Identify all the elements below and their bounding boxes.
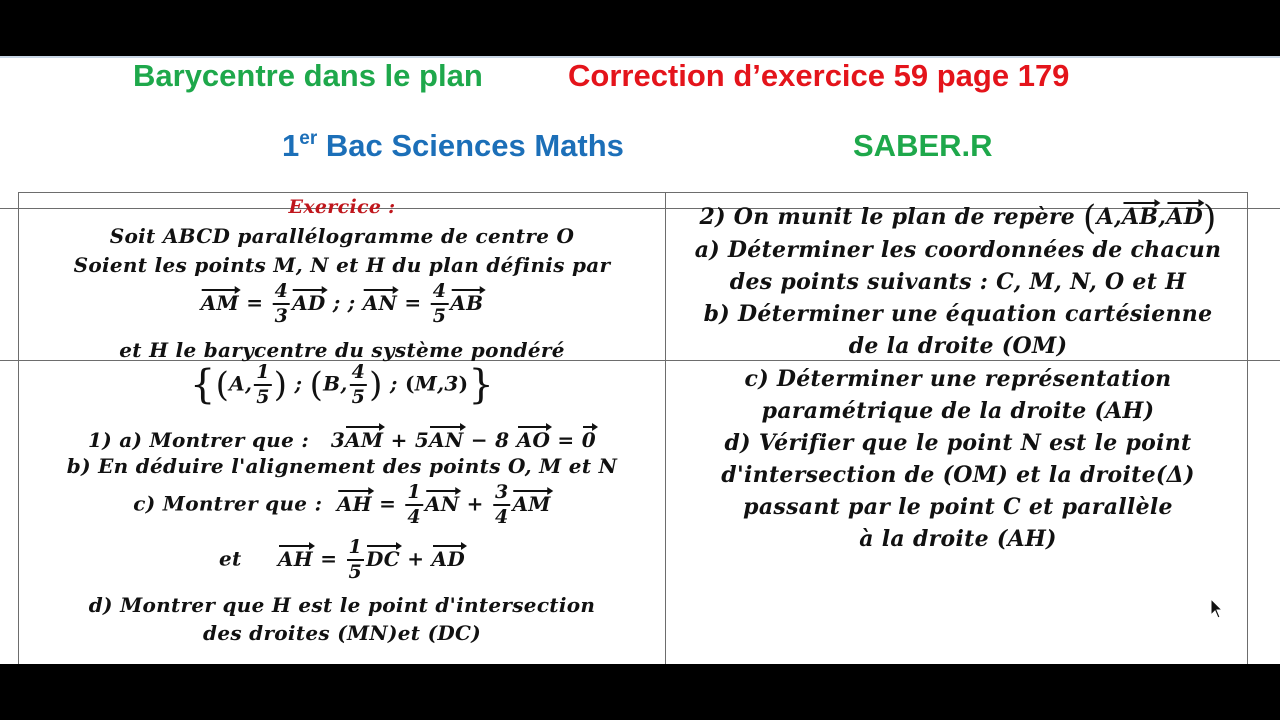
- level-sup: er: [299, 128, 318, 149]
- separator: ; ;: [325, 290, 363, 315]
- question-2d-line-2: d'intersection de (OM) et la droite(Δ): [721, 462, 1195, 488]
- vector-an: AN: [363, 287, 397, 315]
- table-border-top: [18, 192, 1248, 193]
- question-2d-line-4: à la droite (AH): [859, 526, 1057, 552]
- bottom-black-bar: [0, 664, 1280, 720]
- topic-title: Barycentre dans le plan: [133, 58, 483, 93]
- level-num: 1: [282, 128, 300, 163]
- vector-am: AM: [201, 287, 239, 315]
- question-2: 2) On munit le plan de repère (A,AB,AD): [699, 198, 1217, 238]
- fraction-4-5: $\frac{4}{5}$: [432, 280, 447, 327]
- fraction-4-3: $\frac{4}{3}$: [274, 280, 289, 327]
- exercise-line-4: et H le barycentre du système pondéré: [119, 338, 565, 362]
- author-name: SABER.R: [853, 128, 993, 163]
- top-black-bar: [0, 0, 1280, 56]
- exercise-line-1: Soit ABCD parallélogramme de centre O: [109, 224, 575, 248]
- question-1d-line-1: d) Montrer que H est le point d'intersection: [88, 593, 596, 617]
- question-2b-line-1: b) Déterminer une équation cartésienne: [703, 301, 1213, 327]
- table-border-left: [18, 192, 19, 664]
- vector-ad: AD: [292, 287, 325, 315]
- question-2-label: 2) On munit le plan de repère: [699, 204, 1076, 230]
- exercise-line-2: Soient les points M, N et H du plan définis par: [73, 253, 611, 277]
- question-1a: 1) a) Montrer que : 3AM + 5AN − 8 AO = 0: [88, 424, 596, 452]
- question-1c: c) Montrer que : AH = $\frac{1}{4}$ AN + $\frac{3}{4}$ AM: [133, 481, 551, 528]
- question-1a-label: 1) a) Montrer que :: [88, 428, 310, 452]
- question-2c-line-1: c) Déterminer une représentation: [744, 366, 1172, 392]
- question-2a-line-1: a) Déterminer les coordonnées de chacun: [694, 237, 1222, 263]
- question-2c-line-2: paramétrique de la droite (AH): [761, 398, 1155, 424]
- question-1d-line-2: des droites (MN)et (DC): [203, 621, 481, 645]
- question-2d-line-1: d) Vérifier que le point N est le point: [724, 430, 1192, 456]
- table-border-right: [1247, 192, 1248, 664]
- vector-definitions: AM = $\frac{4}{3}$ AD ; ; AN = $\frac{4}{5}$ AB: [200, 280, 484, 327]
- exercise-title: Exercice :: [288, 196, 396, 218]
- question-2b-line-2: de la droite (OM): [848, 333, 1068, 359]
- vector-ab: AB: [450, 287, 483, 315]
- level-title: [282, 128, 624, 164]
- question-2a-line-2: des points suivants : C, M, N, O et H: [729, 269, 1187, 295]
- correction-title: Correction d’exercice 59 page 179: [568, 58, 1070, 93]
- question-1c-et: et: [219, 546, 242, 571]
- mouse-pointer-icon: [1210, 598, 1224, 620]
- table-column-divider: [665, 192, 666, 664]
- question-1b: b) En déduire l'alignement des points O, M et N: [66, 454, 618, 478]
- level-rest: Bac Sciences Maths: [317, 128, 624, 163]
- question-2d-line-3: passant par le point C et parallèle: [743, 494, 1173, 520]
- question-1c-second: et AH = $\frac{1}{5}$ DC + AD: [219, 536, 465, 583]
- question-1c-label: c) Montrer que :: [133, 491, 323, 516]
- weighted-system: {(A, $\frac{1}{5}$ ) ; (B, $\frac{4}{5}$ ) ; (M,3)}: [189, 361, 495, 408]
